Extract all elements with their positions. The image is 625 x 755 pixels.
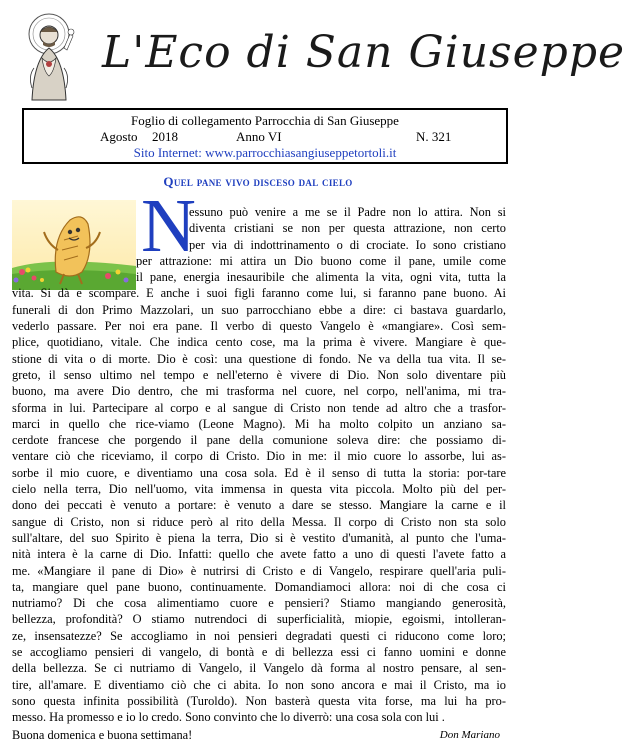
article-line: marci in quello che rice-viamo (Leone Magno). Mi ha molto colpito un anziano sa-: [12, 416, 506, 431]
article-body: [12, 204, 506, 726]
issue-month: Agosto: [100, 129, 138, 144]
saint-joseph-illustration: [14, 8, 84, 100]
issue-volume: Anno VI: [236, 129, 282, 144]
article-line: messo. Ha promesso e io lo credo. Sono convinto che lo diverrò: una cosa sola con lui .: [12, 710, 445, 725]
article-line: sangue di Cristo, non si riduce però al rito della Messa. Il corpo di Cristo non sta solo: [12, 514, 506, 529]
website-link[interactable]: Sito Internet: www.parrocchiasangiuseppetortoli.it: [133, 145, 397, 160]
info-box: [22, 108, 508, 164]
article-line: sforma in lui. Partecipare al corpo e al sangue di Cristo non tende ad altro che a trasfor-: [12, 400, 506, 415]
article-line: vederlo passare. Per noi era pane. Il verbo di questo Vangelo è «mangiare». Così sem-: [12, 319, 506, 334]
article-line: il pane, energia inesauribile che alimenta la vita, ogni vita, tutta la: [136, 270, 506, 285]
article-line: stione di vita o di morte. Dio è così: una questione di fondo. Ne va della tua vita. Il se-: [12, 351, 506, 366]
article-line: per attrazione: mi attira un Dio buono come il pane, umile come: [136, 253, 506, 268]
article-line: dono dei peccati è venuto a portare: è venuto a dare se stesso. Mangiare la carne e il: [12, 498, 506, 513]
article-line: sull'altare, del suo Spirito è piena la terra, Dio si è vestito d'umanità, al punto che l'uma-: [12, 530, 506, 545]
article-line: sorbe il mio cuore, e diventiamo una cosa sola. Ed è il senso di tutta la storia: por-tare: [12, 465, 506, 480]
article-line: cielo nella terra, Dio nell'uomo, vita immensa in questa vita piccola. Molto più del per-: [12, 482, 506, 497]
article-line: ze, insensatezze? Se accogliamo in noi pensieri degradati questi ci riducono come loro;: [12, 628, 506, 643]
article-line: ventare ciò che riceviamo, il corpo di Cristo. Dio in me: il mio cuore lo assorbe, lui as-: [12, 449, 506, 464]
signature: Don Mariano: [439, 729, 500, 741]
article-line: me. «Mangiare il pane di Dio» è nutrirsi di Cristo e di Vangelo, respirare quell'aria puli-: [12, 563, 506, 578]
article-line: sono questa infinita possibilità (Turoldo). Non basterà questa vita forse, ma lui ha pro-: [12, 693, 506, 708]
article-headline: Quel pane vivo disceso dal cielo: [163, 174, 353, 189]
issue-line: [24, 129, 506, 145]
subtitle: Foglio di collegamento Parrocchia di San Giuseppe: [131, 113, 399, 128]
issue-number: N. 321: [416, 129, 452, 144]
closing-greeting: Buona domenica e buona settimana!: [12, 728, 193, 742]
article-line: cerdote francese che porgendo il pane della comunione soleva dire: che possiamo di-: [12, 433, 506, 448]
article-line: tire, all'amare. E diventiamo ciò che ci abita. Io non sono ancora e mai il Cristo, ma io: [12, 677, 506, 692]
masthead-title: L'Eco di San Giuseppe: [102, 27, 625, 78]
article-line: bellezza, profondità? O stiamo nutrendoci di superficialità, miopie, egoismi, intolleran-: [12, 612, 506, 627]
article-line: diventa cristiani se non per questa attrazione, non certo: [189, 221, 506, 236]
article-line: vita. Si dà e scompare. E anche i suoi figli faranno come lui, si faranno pane buono. Ai: [12, 286, 506, 301]
issue-year: 2018: [152, 129, 178, 144]
article-line: nità intera è la carne di Dio. Infatti: quello che avete fatto a uno di questi l'avete fatto a: [12, 547, 506, 562]
article-line: per via di indottrinamento o di crociate. Io sono cristiano: [189, 237, 506, 252]
article-line: se accogliamo pensieri di vangelo, di bontà e di bellezza essi ci fanno uomini e donne: [12, 645, 506, 660]
article-line: plice, quotidiano, vitale. Che indica cento cose, ma la prima è vivere. Mangiare è que-: [12, 335, 506, 350]
article-line: nutriamo? Di che cosa alimentiamo cuore e pensieri? Stiamo mangiando generosità,: [12, 596, 506, 611]
article-line: ta, mangiare quel pane buono, continuamente. Domandiamoci allora: noi di che cosa ci: [12, 579, 506, 594]
article-line: buono, ma avere Dio dentro, che mi trasforma nel cuore, nel corpo, nell'anima, mi tra-: [12, 384, 506, 399]
drop-cap: N: [141, 184, 196, 268]
article-line: funerali di don Primo Mazzolari, un suo parrocchiano ebbe a dire: ci bastava guardarlo,: [12, 302, 506, 317]
article-line: essuno può venire a me se il Padre non lo attira. Non si: [189, 205, 506, 219]
article-footer: [12, 728, 506, 746]
article-line: della bellezza. Se ci nutriamo di Vangelo, il Vangelo dà forma al nostro pensare, al sen-: [12, 661, 506, 676]
article-line: greto, il senso ultimo nel tempo e nell'eterno è vivere di Dio. Non solo diventare più: [12, 367, 506, 382]
